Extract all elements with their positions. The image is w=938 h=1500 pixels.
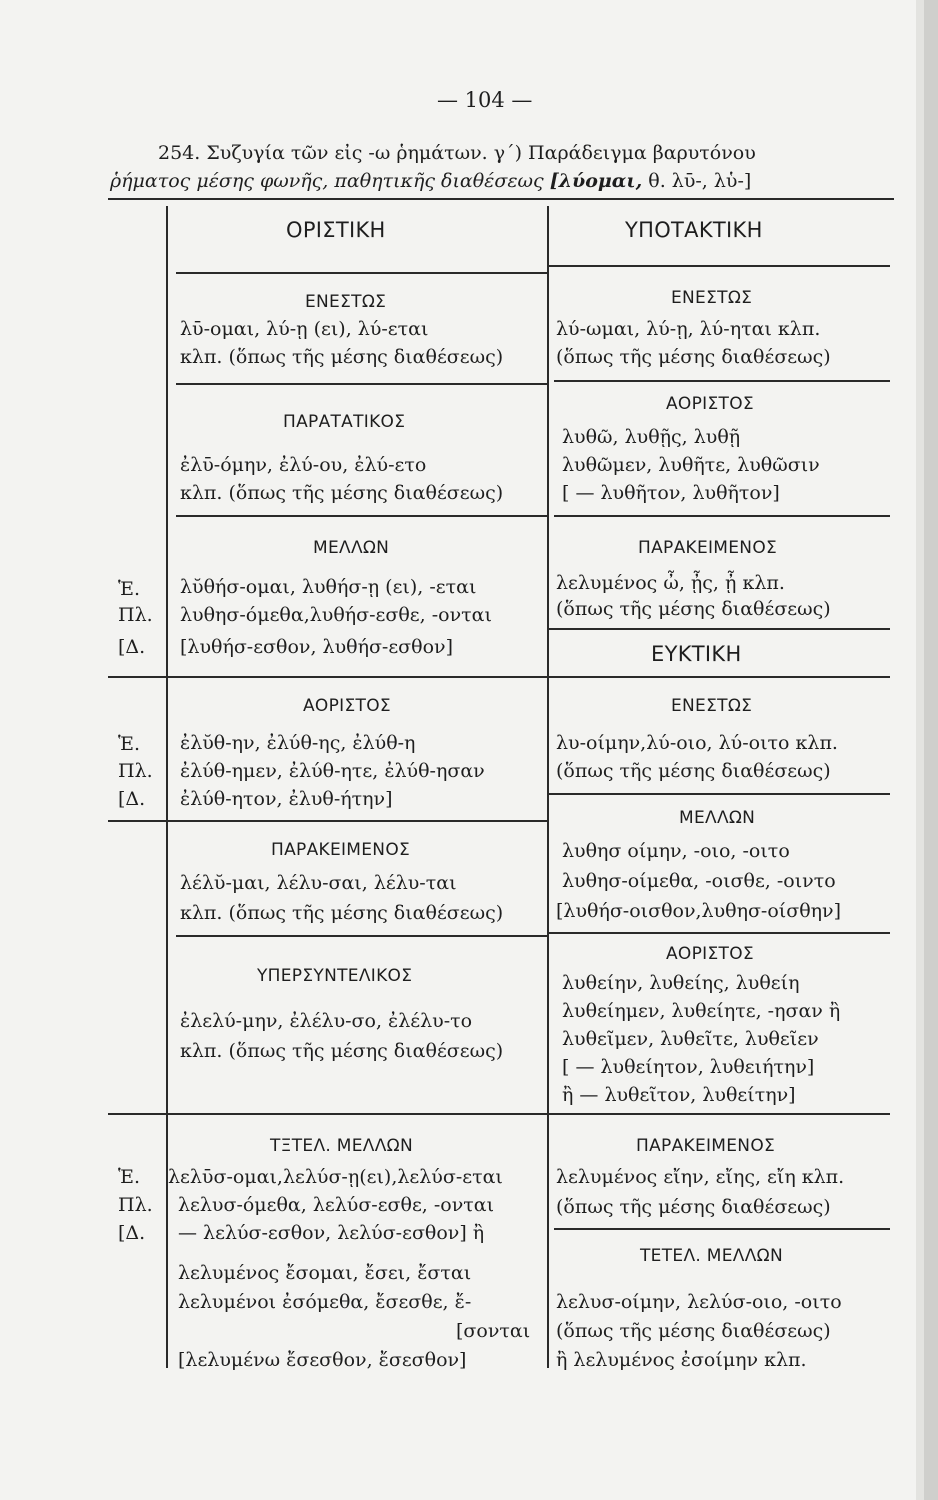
section-heading-line2 (110, 170, 751, 192)
conjugation-line: [σονται (456, 1320, 531, 1342)
conjugation-line: λέλῠ-μαι, λέλυ-σαι, λέλυ-ται (180, 872, 457, 894)
conjugation-line: (ὅπως τῆς μέσης διαθέσεως) (556, 1320, 831, 1342)
label-dual: [Δ. (118, 1222, 146, 1244)
tense-heading: ΜΕΛΛΩΝ (313, 538, 390, 558)
conjugation-line: λελυσ-οίμην, λελύσ-οιο, -οιτο (556, 1291, 842, 1313)
conjugation-line: ἐλῡ-όμην, ἐλύ-ου, ἐλύ-ετο (180, 454, 427, 476)
conjugation-line: λυθησ-οίμεθα, -οισθε, -οιντο (562, 870, 836, 892)
conjugation-line: [λυθήσ-εσθον, λυθήσ-εσθον] (180, 636, 453, 658)
page-number: — 104 — (437, 88, 533, 112)
conjugation-line: λυθείην, λυθείης, λυθείη (562, 972, 800, 994)
tense-heading: ΠΑΡΑΚΕΙΜΕΝΟΣ (271, 840, 411, 860)
divider (547, 932, 890, 934)
conjugation-line: λῡ-ομαι, λύ-ῃ (ει), λύ-εται (180, 318, 429, 340)
conjugation-line: [λελυμένω ἔσεσθον, ἔσεσθον] (178, 1349, 467, 1371)
conjugation-line: λελυσ-όμεθα, λελύσ-εσθε, -ονται (178, 1194, 495, 1216)
conjugation-line: λυθησ οίμην, -οιο, -οιτο (562, 840, 790, 862)
margin-rule (108, 1113, 166, 1115)
conjugation-line: (ὅπως τῆς μέσης διαθέσεως) (556, 1196, 831, 1218)
conjugation-line: λελῡσ-ομαι,λελύσ-ῃ(ει),λελύσ-εται (168, 1166, 503, 1188)
column-title-subjunctive: ΥΠΟΤΑΚΤΙΚΗ (625, 218, 763, 242)
conjugation-line: κλπ. (ὅπως τῆς μέσης διαθέσεως) (180, 346, 504, 368)
conjugation-line: κλπ. (ὅπως τῆς μέσης διαθέσεως) (180, 482, 504, 504)
heading-rule (108, 198, 894, 200)
divider (554, 515, 890, 517)
conjugation-line: κλπ. (ὅπως τῆς μέσης διαθέσεως) (180, 902, 504, 924)
divider (547, 793, 890, 795)
divider (176, 383, 547, 385)
label-singular: Ἑ. (118, 1166, 141, 1188)
heading-verb: [λύομαι, (549, 170, 643, 192)
tense-heading: ΤΞΤΕΛ. ΜΕΛΛΩΝ (270, 1136, 413, 1156)
label-plural: Πλ. (118, 604, 153, 626)
conjugation-line: (ὅπως τῆς μέσης διαθέσεως) (556, 760, 831, 782)
tense-heading: ΑΟΡΙΣΤΟΣ (666, 944, 754, 964)
heading-stem: θ. λῡ-, λὑ-] (648, 170, 752, 192)
conjugation-line: λυθησ-όμεθα,λυθήσ-εσθε, -ονται (180, 604, 492, 626)
conjugation-line: (ὅπως τῆς μέσης διαθέσεως) (556, 346, 831, 368)
table-left-border (166, 206, 168, 1368)
tense-heading: ΠΑΡΑΤΑΤΙΚΟΣ (283, 412, 406, 432)
label-singular: Ἑ. (118, 733, 141, 755)
divider (176, 515, 547, 517)
tense-heading: ΠΑΡΑΚΕΙΜΕΝΟΣ (638, 538, 778, 558)
table-middle-divider (547, 206, 549, 1368)
column-title-indicative: ΟΡΙΣΤΙΚΗ (286, 218, 386, 242)
label-plural: Πλ. (118, 1194, 153, 1216)
divider (166, 1113, 547, 1115)
conjugation-line: λυθῶμεν, λυθῆτε, λυθῶσιν (562, 454, 820, 476)
page-edge (924, 0, 938, 1500)
label-dual: [Δ. (118, 788, 146, 810)
divider (176, 935, 547, 937)
tense-heading: ΥΠΕΡΣΥΝΤΕΛΙΚΟΣ (257, 966, 413, 986)
heading-text: ῥήματος μέσης φωνῆς, παθητικῆς διαθέσεως (110, 170, 544, 192)
conjugation-line: λυθεῖμεν, λυθεῖτε, λυθεῖεν (562, 1028, 819, 1050)
conjugation-line: (ὅπως τῆς μέσης διαθέσεως) (556, 598, 831, 620)
tense-heading: ΠΑΡΑΚΕΙΜΕΝΟΣ (636, 1136, 776, 1156)
divider (166, 820, 547, 822)
conjugation-line: [λυθήσ-οισθον,λυθησ-οίσθην] (556, 900, 841, 922)
conjugation-line: λῠθήσ-ομαι, λυθήσ-ῃ (ει), -εται (180, 576, 477, 598)
label-dual: [Δ. (118, 636, 146, 658)
conjugation-line: λελυμένος ἔσομαι, ἔσει, ἔσται (178, 1262, 472, 1284)
margin-rule (108, 676, 166, 678)
conjugation-line: λυ-οίμην,λύ-οιο, λύ-οιτο κλπ. (556, 732, 838, 754)
tense-heading: ΕΝΕΣΤΩΣ (671, 288, 753, 308)
conjugation-line: κλπ. (ὅπως τῆς μέσης διαθέσεως) (180, 1040, 504, 1062)
divider (166, 676, 547, 678)
tense-heading: ΕΝΕΣΤΩΣ (305, 292, 387, 312)
divider (547, 628, 890, 630)
tense-heading: ΑΟΡΙΣΤΟΣ (666, 394, 754, 414)
conjugation-line: [ — λυθείητον, λυθειήτην] (562, 1056, 815, 1078)
conjugation-line: ἐλύθ-ημεν, ἐλύθ-ητε, ἐλύθ-ησαν (180, 760, 485, 782)
page-edge-shadow (916, 0, 924, 1500)
conjugation-line: λυθείημεν, λυθείητε, -ησαν ἢ (562, 1000, 841, 1022)
conjugation-line: λύ-ωμαι, λύ-ῃ, λύ-ηται κλπ. (556, 318, 821, 340)
margin-rule (108, 820, 166, 822)
conjugation-line: [ — λυθῆτον, λυθῆτον] (562, 482, 780, 504)
tense-heading: ΜΕΛΛΩΝ (679, 808, 756, 828)
conjugation-line: ἐλῠθ-ην, ἐλύθ-ης, ἐλύθ-η (180, 732, 416, 754)
divider (547, 1113, 890, 1115)
label-plural: Πλ. (118, 760, 153, 782)
conjugation-line: λελυμένος ὦ, ᾖς, ᾖ κλπ. (556, 572, 785, 594)
tense-heading: ΑΟΡΙΣΤΟΣ (303, 696, 391, 716)
conjugation-line: ἢ λελυμένος ἐσοίμην κλπ. (556, 1349, 807, 1371)
divider (554, 380, 890, 382)
section-heading-line1: 254. Συζυγία τῶν εἰς -ω ῥημάτων. γ΄) Παράδειγμα βαρυτόνου (158, 142, 756, 164)
label-singular: Ἑ. (118, 578, 141, 600)
tense-heading: ΕΝΕΣΤΩΣ (671, 696, 753, 716)
conjugation-line: — λελύσ-εσθον, λελύσ-εσθον] ἢ (178, 1222, 485, 1244)
conjugation-line: ἐλελύ-μην, ἐλέλυ-σο, ἐλέλυ-το (180, 1010, 473, 1032)
conjugation-line: ἢ — λυθεῖτον, λυθείτην] (562, 1084, 796, 1106)
conjugation-line: λελυμένος εἴην, εἴης, εἴη κλπ. (556, 1166, 845, 1188)
conjugation-line: λυθῶ, λυθῇς, λυθῇ (562, 426, 741, 448)
tense-heading: ΤΕΤΕΛ. ΜΕΛΛΩΝ (640, 1246, 783, 1266)
divider (176, 272, 547, 274)
divider (547, 265, 890, 267)
column-title-optative: ΕΥΚΤΙΚΗ (651, 642, 742, 666)
divider (547, 676, 890, 678)
conjugation-line: ἐλύθ-ητον, ἐλυθ-ήτην] (180, 788, 393, 810)
conjugation-line: λελυμένοι ἐσόμεθα, ἔσεσθε, ἔ- (178, 1291, 472, 1313)
divider (554, 1228, 890, 1230)
